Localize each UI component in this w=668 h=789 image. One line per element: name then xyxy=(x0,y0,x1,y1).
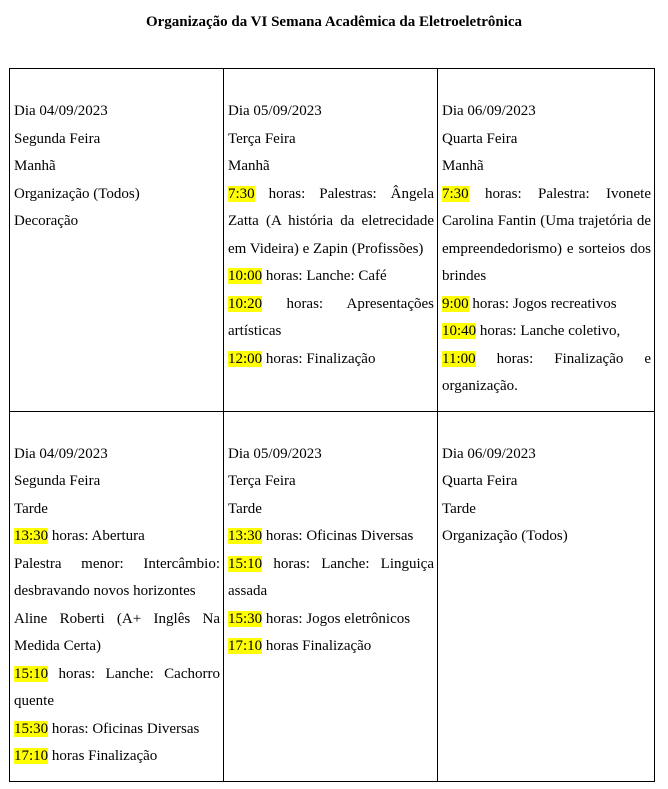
cell-line xyxy=(14,496,220,524)
cell-line xyxy=(442,468,651,496)
schedule-entry xyxy=(228,606,434,634)
schedule-entry xyxy=(442,291,651,319)
entry-text: Manhã xyxy=(228,158,270,174)
cell-line xyxy=(14,606,220,661)
time-highlight: 15:10 xyxy=(14,665,49,682)
time-highlight: 17:10 xyxy=(14,748,49,764)
schedule-entry xyxy=(228,551,434,606)
cell-line xyxy=(228,468,434,496)
cell-line xyxy=(442,441,651,469)
time-highlight: 13:30 xyxy=(14,528,49,544)
page-title: Organização da VI Semana Acadêmica da Eletroeletrônica xyxy=(145,14,523,30)
entry-text: Dia 04/09/2023 xyxy=(14,445,108,462)
entry-text: Palestra menor: Intercâmbio: desbravando novos horizontes xyxy=(14,555,220,599)
cell-tuesday-morning xyxy=(224,69,438,412)
schedule-entry xyxy=(14,716,220,744)
entry-text: horas: Finalização e organização. xyxy=(442,350,651,394)
entry-text: Dia 05/09/2023 xyxy=(228,445,322,462)
entry-text: horas: Jogos eletrônicos xyxy=(262,610,411,627)
cell-line xyxy=(14,551,220,606)
entry-text: Organização (Todos) xyxy=(442,528,568,544)
schedule-table xyxy=(9,68,655,782)
entry-text: horas: Oficinas Diversas xyxy=(48,720,200,737)
schedule-entry xyxy=(228,263,434,291)
schedule-entry xyxy=(442,318,651,346)
time-highlight: 15:30 xyxy=(14,720,49,737)
schedule-entry xyxy=(228,523,434,551)
entry-text: horas: Apresentações artísticas xyxy=(228,295,434,339)
time-highlight: 15:10 xyxy=(228,555,263,572)
entry-text: horas: Palestras: Ângela Zatta (A história da eletrecidade em Videira) e Zapin (Profissões) xyxy=(228,185,434,257)
entry-text: Aline Roberti (A+ Inglês Na Medida Certa) xyxy=(14,610,220,654)
time-highlight: 15:30 xyxy=(228,610,263,627)
entry-text: horas: Abertura xyxy=(48,528,145,544)
cell-line xyxy=(442,153,651,181)
entry-text: Tarde xyxy=(228,500,262,517)
entry-text: horas Finalização xyxy=(262,638,372,654)
entry-text: horas: Lanche: Café xyxy=(262,268,387,284)
entry-text: horas: Lanche: Cachorro quente xyxy=(14,665,220,709)
cell-line xyxy=(442,98,651,126)
cell-line xyxy=(14,468,220,496)
entry-text: Dia 06/09/2023 xyxy=(442,445,536,462)
time-highlight: 7:30 xyxy=(442,185,469,202)
entry-text: Manhã xyxy=(442,158,484,174)
time-highlight: 11:00 xyxy=(442,350,476,367)
cell-line xyxy=(14,441,220,469)
schedule-entry xyxy=(14,743,220,771)
cell-line xyxy=(442,126,651,154)
cell-line xyxy=(14,153,220,181)
cell-line xyxy=(14,126,220,154)
entry-text: horas: Palestra: Ivonete Carolina Fantin (Uma trajetória de empreendedorismo) e sorteios dos brindes xyxy=(442,185,651,284)
cell-tuesday-afternoon xyxy=(224,411,438,781)
table-row-morning xyxy=(10,69,655,412)
time-highlight: 13:30 xyxy=(228,528,263,544)
entry-text: Dia 06/09/2023 xyxy=(442,103,536,119)
cell-line xyxy=(228,126,434,154)
schedule-entry xyxy=(228,291,434,346)
cell-monday-afternoon xyxy=(10,411,224,781)
cell-line xyxy=(14,181,220,209)
entry-text: Tarde xyxy=(442,500,476,517)
entry-text: horas: Oficinas Diversas xyxy=(262,528,414,544)
time-highlight: 12:00 xyxy=(228,350,263,367)
entry-text: horas: Lanche: Linguiça assada xyxy=(228,555,434,599)
entry-text: Terça Feira xyxy=(228,130,296,147)
time-highlight: 10:20 xyxy=(228,295,263,312)
cell-line xyxy=(14,208,220,236)
table-row-afternoon xyxy=(10,411,655,781)
schedule-entry xyxy=(442,181,651,291)
entry-text: Segunda Feira xyxy=(14,130,101,147)
entry-text: Dia 04/09/2023 xyxy=(14,103,108,119)
cell-line xyxy=(228,496,434,524)
cell-line xyxy=(228,153,434,181)
cell-wednesday-afternoon xyxy=(438,411,655,781)
entry-text: Tarde xyxy=(14,500,48,517)
entry-text: Decoração xyxy=(14,213,79,229)
time-highlight: 9:00 xyxy=(442,295,469,312)
cell-line xyxy=(228,98,434,126)
cell-line xyxy=(442,496,651,524)
schedule-entry xyxy=(228,633,434,661)
schedule-entry xyxy=(228,346,434,374)
time-highlight: 10:00 xyxy=(228,268,263,284)
cell-line xyxy=(14,98,220,126)
entry-text: horas: Lanche coletivo, xyxy=(476,323,621,339)
entry-text: horas Finalização xyxy=(48,748,158,764)
entry-text: Terça Feira xyxy=(228,473,296,489)
entry-text: Dia 05/09/2023 xyxy=(228,103,322,119)
cell-line xyxy=(442,523,651,551)
entry-text: horas: Finalização xyxy=(262,350,376,367)
entry-text: Segunda Feira xyxy=(14,473,101,489)
time-highlight: 17:10 xyxy=(228,638,263,654)
cell-line xyxy=(228,441,434,469)
schedule-entry xyxy=(14,523,220,551)
time-highlight: 7:30 xyxy=(228,185,255,202)
time-highlight: 10:40 xyxy=(442,323,477,339)
entry-text: Quarta Feira xyxy=(442,473,518,489)
entry-text: horas: Jogos recreativos xyxy=(468,295,617,312)
schedule-entry xyxy=(442,346,651,401)
cell-monday-morning xyxy=(10,69,224,412)
entry-text: Manhã xyxy=(14,158,56,174)
schedule-entry xyxy=(14,661,220,716)
cell-wednesday-morning xyxy=(438,69,655,412)
entry-text: Organização (Todos) xyxy=(14,185,140,202)
schedule-entry xyxy=(228,181,434,264)
entry-text: Quarta Feira xyxy=(442,130,518,147)
